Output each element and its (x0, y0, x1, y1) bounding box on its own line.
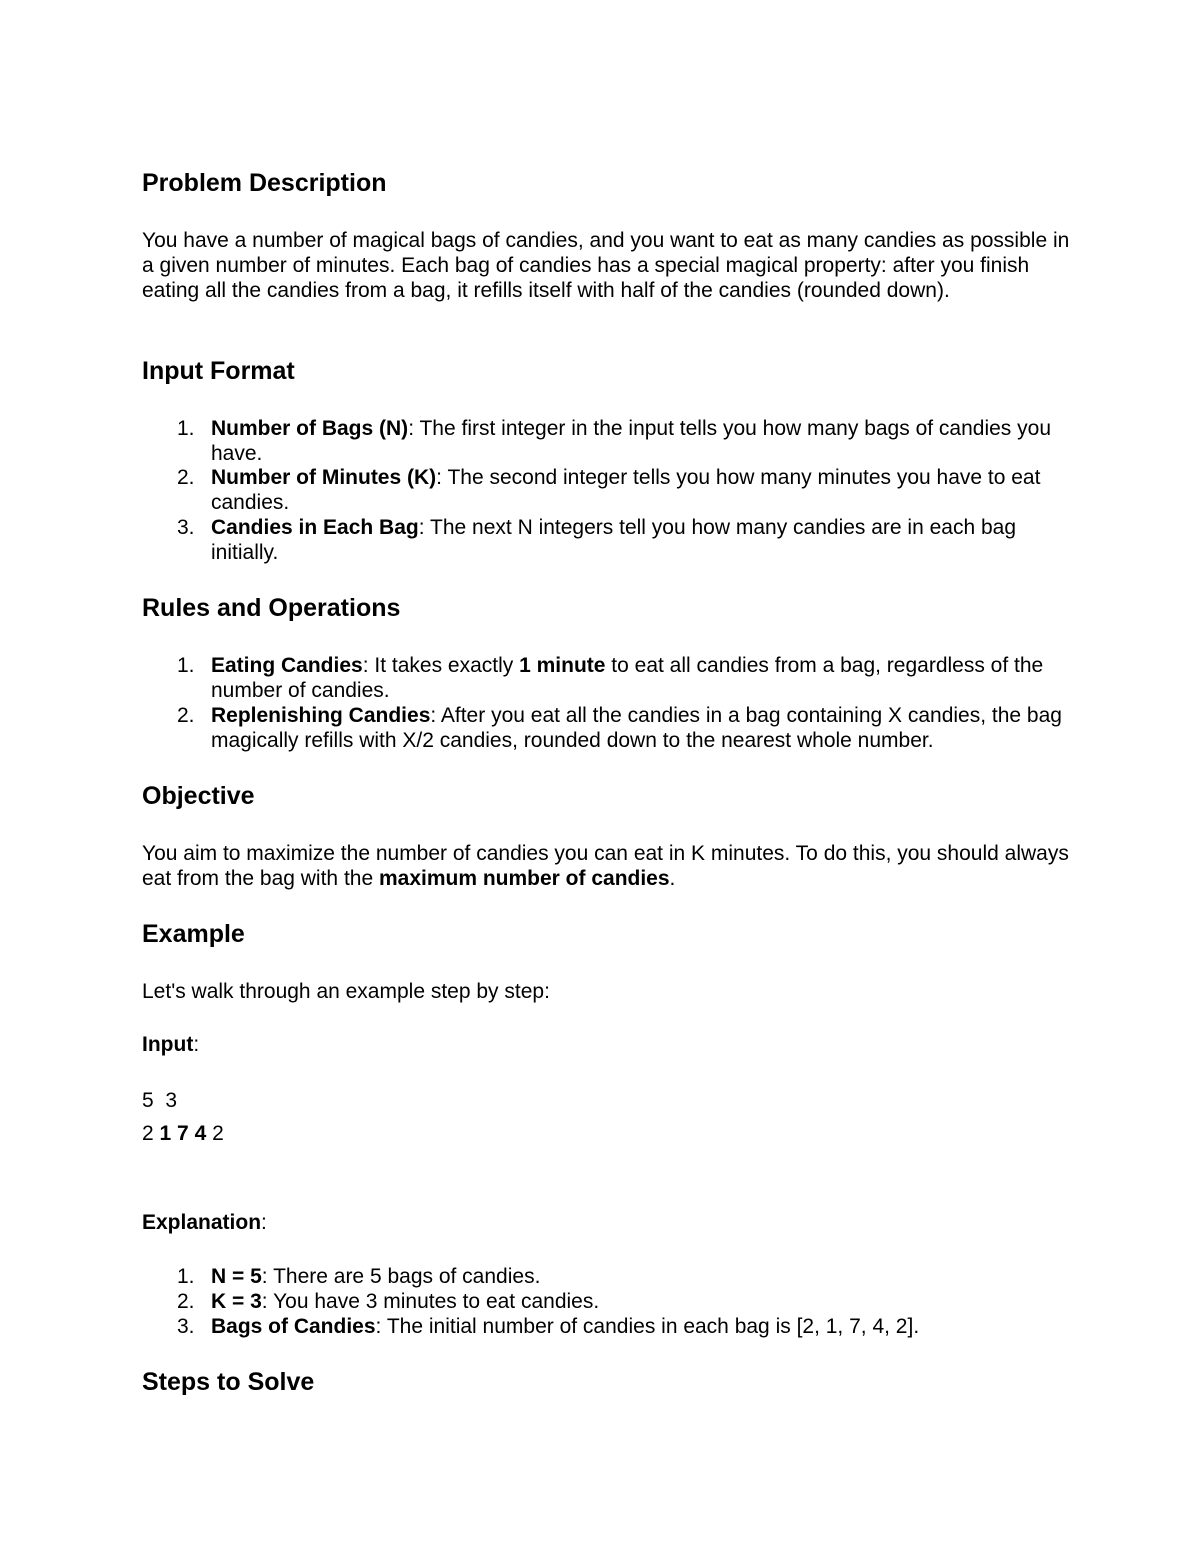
input-label: Input (142, 1033, 194, 1056)
objective-text-end: . (669, 867, 676, 890)
list-item-text: to eat all candies from a bag, regardless of the number of candies. (211, 654, 1044, 702)
list-item-text: : The initial number of candies in each bag is [2, 1, 7, 4, 2]. (375, 1315, 920, 1338)
list-item-label: Candies in Each Bag (211, 516, 419, 539)
explanation-colon: : (261, 1211, 267, 1234)
heading-input-format: Input Format (142, 357, 295, 385)
heading-problem-description: Problem Description (142, 169, 387, 197)
list-number: 3. (177, 516, 195, 539)
list-item-replenishing-candies (211, 703, 1071, 753)
list-item-label: Number of Bags (N) (211, 417, 409, 440)
input-value-bold: 4 (194, 1122, 207, 1145)
list-item-text: : The first integer in the input tells you how many bags of candies you have. (211, 417, 1051, 465)
list-item-text: : The second integer tells you how many minutes you have to eat candies. (211, 466, 1041, 514)
list-item-bags-of-candies (211, 1314, 1071, 1339)
input-value: 2 (142, 1122, 160, 1145)
list-number: 2. (177, 704, 195, 727)
objective-text: You aim to maximize the number of candies you can eat in K minutes. To do this, you should always eat from the bag with the (142, 842, 1069, 890)
heading-steps-to-solve: Steps to Solve (142, 1368, 315, 1396)
list-item-label: Replenishing Candies (211, 704, 431, 727)
list-number: 1. (177, 1265, 195, 1288)
list-item-candies-in-each-bag (211, 515, 1071, 565)
list-item-number-of-bags (211, 416, 1071, 466)
example-input-line-2 (142, 1121, 224, 1146)
example-input-line-1: 5 3 (142, 1089, 178, 1112)
list-number: 1. (177, 417, 195, 440)
heading-objective: Objective (142, 782, 255, 810)
list-item-label: Number of Minutes (K) (211, 466, 437, 489)
example-intro: Let's walk through an example step by step: (142, 980, 550, 1003)
list-item-n (211, 1264, 1071, 1289)
list-item-emphasis: 1 minute (519, 654, 606, 677)
list-item-text: : It takes exactly (362, 654, 520, 677)
list-item-text: : There are 5 bags of candies. (261, 1265, 541, 1288)
example-input-label (142, 1032, 199, 1057)
list-item-text: : The next N integers tell you how many candies are in each bag initially. (211, 516, 1017, 564)
list-item-eating-candies (211, 653, 1071, 703)
list-number: 1. (177, 654, 195, 677)
input-colon: : (193, 1033, 200, 1056)
objective-emphasis: maximum number of candies (378, 867, 670, 890)
list-item-label: K = 3 (211, 1290, 262, 1313)
list-number: 2. (177, 1290, 195, 1313)
list-number: 2. (177, 466, 195, 489)
explanation-label: Explanation (142, 1211, 262, 1234)
list-item-k (211, 1289, 1071, 1314)
input-value-bold: 1 (159, 1122, 172, 1145)
input-value: 2 (206, 1122, 224, 1145)
list-item-label: Eating Candies (211, 654, 363, 677)
list-item-text: : You have 3 minutes to eat candies. (261, 1290, 600, 1313)
heading-example: Example (142, 920, 245, 948)
example-explanation-label (142, 1210, 267, 1235)
input-value-bold: 7 (177, 1122, 189, 1145)
problem-paragraph: You have a number of magical bags of candies, and you want to eat as many candies as possible in a given number of minutes. Each bag of candies has a special magical property: after you finish eating all the candies from a bag, it refills itself with half of the candies (rounded down). (142, 229, 1070, 302)
list-item-text: : After you eat all the candies in a bag containing X candies, the bag magically refills with X/2 candies, rounded down to the nearest whole number. (211, 704, 1062, 752)
list-item-label: N = 5 (211, 1265, 262, 1288)
list-number: 3. (177, 1315, 195, 1338)
heading-rules-and-operations: Rules and Operations (142, 594, 401, 622)
list-item-number-of-minutes (211, 465, 1071, 515)
objective-paragraph (142, 841, 1072, 891)
list-item-label: Bags of Candies (211, 1315, 376, 1338)
